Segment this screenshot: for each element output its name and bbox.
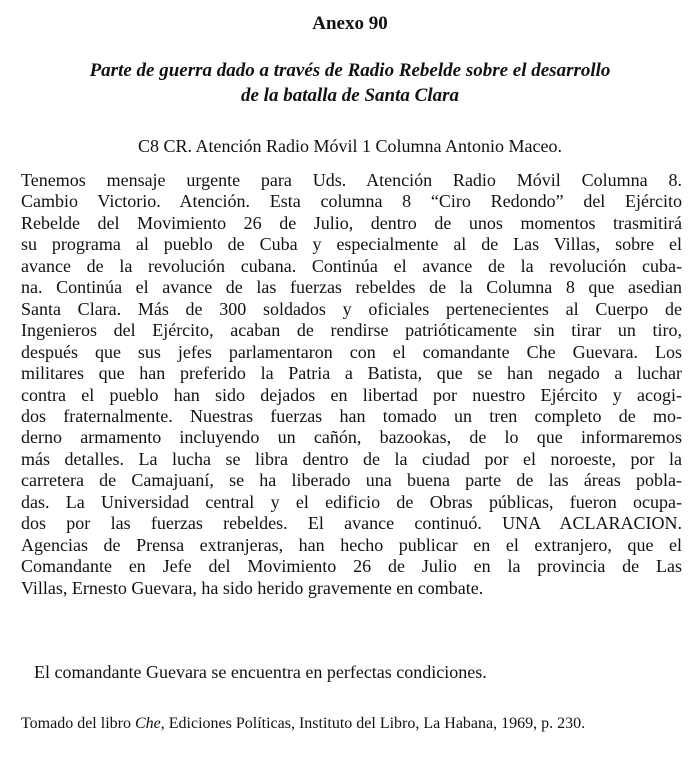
body-line: dos fraternalmente. Nuestras fuerzas han tomado un tren completo de mo- — [21, 405, 682, 426]
closing-sentence: El comandante Guevara se encuentra en perfectas condiciones. — [34, 662, 487, 682]
citation-details: , Ediciones Políticas, Instituto del Libro, La Habana, 1969, p. 230. — [160, 715, 586, 732]
body-line: más detalles. La lucha se libra dentro de la ciudad por el noroeste, por la — [21, 448, 682, 469]
source-citation — [21, 714, 661, 734]
body-line: Cambio Victorio. Atención. Esta columna 8 “Ciro Redondo” del Ejército — [21, 191, 682, 212]
body-line: Ingenieros del Ejército, acaban de rendirse patrióticamente sin tirar un tiro, — [21, 320, 682, 341]
body-line: Santa Clara. Más de 300 soldados y oficiales pertenecientes al Cuerpo de — [21, 298, 682, 319]
radio-callsign: C8 CR. Atención Radio Móvil 1 Columna Antonio Maceo. — [138, 136, 562, 156]
citation-prefix: Tomado del libro — [21, 715, 135, 732]
message-body — [21, 170, 682, 599]
body-line: Comandante en Jefe del Movimiento 26 de Julio en la provincia de Las — [21, 556, 682, 577]
document-subtitle — [20, 58, 680, 108]
subtitle-line-2: de la batalla de Santa Clara — [241, 85, 459, 106]
citation-book-title: Che — [134, 715, 161, 732]
body-line: Villas, Ernesto Guevara, ha sido herido gravemente en combate. — [21, 577, 484, 598]
body-line: dos por las fuerzas rebeldes. El avance continuó. UNA ACLARACION. — [21, 513, 682, 534]
body-line: carretera de Camajuaní, se ha liberado una buena parte de las áreas pobla- — [21, 470, 682, 491]
body-line: militares que han preferido la Patria a Batista, que se han negado a luchar — [21, 363, 682, 384]
body-line: derno armamento incluyendo un cañón, bazookas, de lo que informaremos — [21, 427, 682, 448]
body-line: Agencias de Prensa extranjeras, han hecho publicar en el extranjero, que el — [21, 534, 682, 555]
body-line: contra el pueblo han sido dejados en libertad por nuestro Ejército y acogi- — [21, 384, 682, 405]
body-line: na. Continúa el avance de las fuerzas rebeldes de la Columna 8 que asedian — [21, 277, 682, 298]
body-line: Rebelde del Movimiento 26 de Julio, dentro de unos momentos trasmitirá — [21, 212, 682, 233]
body-line: después que sus jefes parlamentaron con el comandante Che Guevara. Los — [21, 341, 682, 362]
body-line: su programa al pueblo de Cuba y especialmente al de Las Villas, sobre el — [21, 234, 682, 255]
body-line: das. La Universidad central y el edificio de Obras públicas, fueron ocupa- — [21, 491, 682, 512]
annex-heading: Anexo 90 — [312, 13, 388, 34]
body-line: avance de la revolución cubana. Continúa el avance de la revolución cuba- — [21, 255, 682, 276]
body-line: Tenemos mensaje urgente para Uds. Atención Radio Móvil Columna 8. — [21, 170, 682, 190]
subtitle-line-1: Parte de guerra dado a través de Radio Rebelde sobre el desarrollo — [89, 60, 611, 81]
